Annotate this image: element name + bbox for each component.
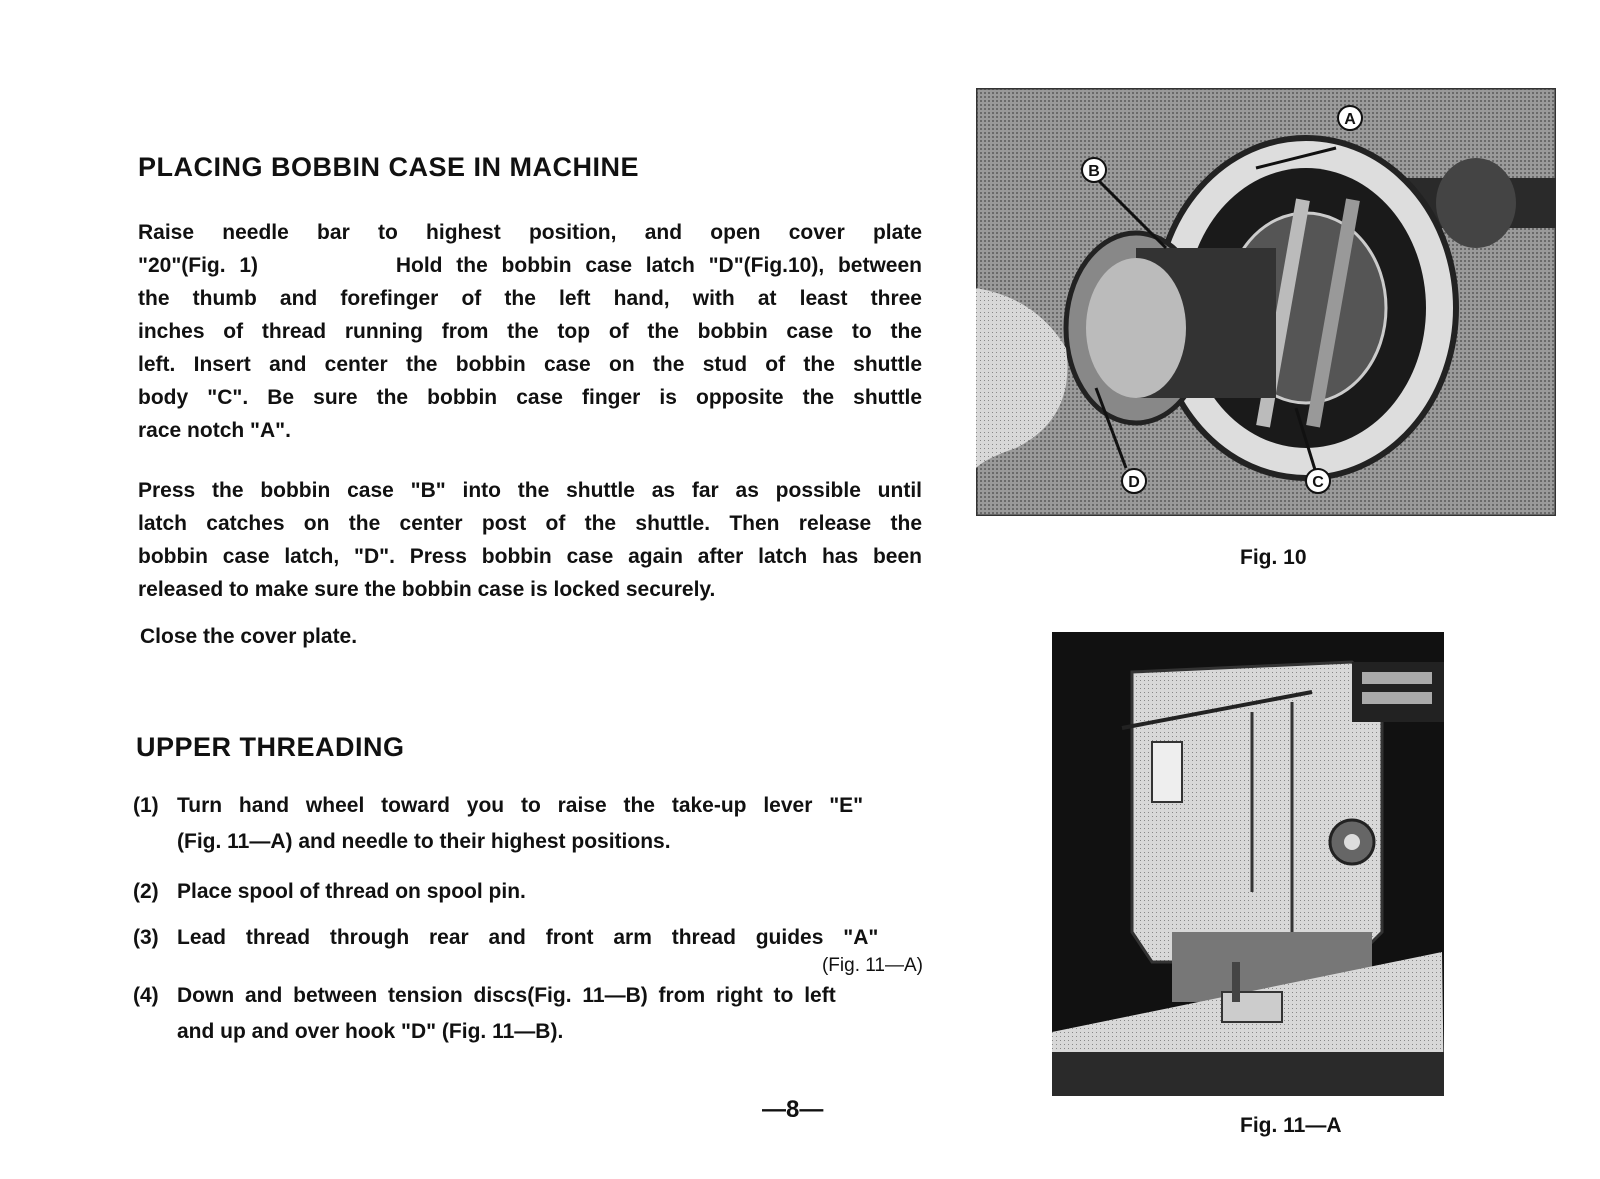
step-number: (3) — [133, 926, 159, 949]
text-line: body "C". Be sure the bobbin case finger is opposite the shuttle — [138, 386, 922, 409]
step-text: and up and over hook "D" (Fig. 11—B). — [177, 1020, 564, 1043]
step-text: (Fig. 11—A) and needle to their highest positions. — [177, 830, 671, 853]
callout-b — [1082, 158, 1106, 182]
text-line: released to make sure the bobbin case is locked securely. — [138, 578, 716, 601]
text-line: latch catches on the center post of the shuttle. Then release the — [138, 512, 922, 535]
section-title-upper-threading: UPPER THREADING — [136, 732, 405, 762]
paragraph-close-cover — [140, 620, 357, 653]
text-line: the thumb and forefinger of the left hand, with at least three — [138, 287, 922, 310]
text-line: "20"(Fig. 1) Hold the bobbin case latch "D"(Fig.10), between — [138, 254, 922, 277]
step-text: Down and between tension discs(Fig. 11—B) from right to left — [177, 984, 836, 1007]
step-text: (Fig. 11—A) — [821, 955, 923, 976]
threading-step-1 — [133, 788, 923, 860]
text-line: Press the bobbin case "B" into the shuttle as far as possible until — [138, 479, 922, 502]
callout-d — [1122, 469, 1146, 493]
shuttle-illustration — [976, 88, 1556, 516]
page-number: —8— — [762, 1096, 824, 1123]
figure-10-shuttle-photo — [976, 88, 1556, 516]
figure-11a-machine-photo — [1052, 632, 1444, 1096]
callout-label: D — [1128, 474, 1140, 491]
step-number: (1) — [133, 794, 159, 817]
section-title-bobbin-case: PLACING BOBBIN CASE IN MACHINE — [138, 152, 640, 182]
paragraph-bobbin-press — [138, 474, 922, 606]
text-line: Close the cover plate. — [140, 625, 358, 648]
step-text: Place spool of thread on spool pin. — [177, 880, 526, 903]
threading-step-2 — [133, 874, 923, 910]
callout-label: A — [1344, 111, 1356, 128]
text-line: race notch "A". — [138, 419, 291, 442]
text-line: inches of thread running from the top of the bobbin case to the — [138, 320, 922, 343]
figure-11a-caption: Fig. 11—A — [1240, 1114, 1342, 1137]
step-text: Lead thread through rear and front arm thread guides "A" — [177, 926, 879, 949]
paragraph-bobbin-insert — [138, 216, 922, 447]
text-line: Raise needle bar to highest position, and open cover plate — [138, 221, 922, 244]
text-line: left. Insert and center the bobbin case on the stud of the shuttle — [138, 353, 922, 376]
step-text: Turn hand wheel toward you to raise the take-up lever "E" — [177, 794, 864, 817]
step-number: (4) — [133, 984, 159, 1007]
figure-10-caption: Fig. 10 — [1240, 546, 1307, 569]
threading-step-4 — [133, 978, 923, 1050]
callout-label: B — [1088, 163, 1100, 180]
callout-c — [1306, 469, 1330, 493]
text-line: bobbin case latch, "D". Press bobbin case again after latch has been — [138, 545, 922, 568]
callout-a — [1338, 106, 1362, 130]
sewing-machine-illustration — [1052, 632, 1444, 1096]
callout-label: C — [1312, 474, 1324, 491]
step-number: (2) — [133, 880, 159, 903]
